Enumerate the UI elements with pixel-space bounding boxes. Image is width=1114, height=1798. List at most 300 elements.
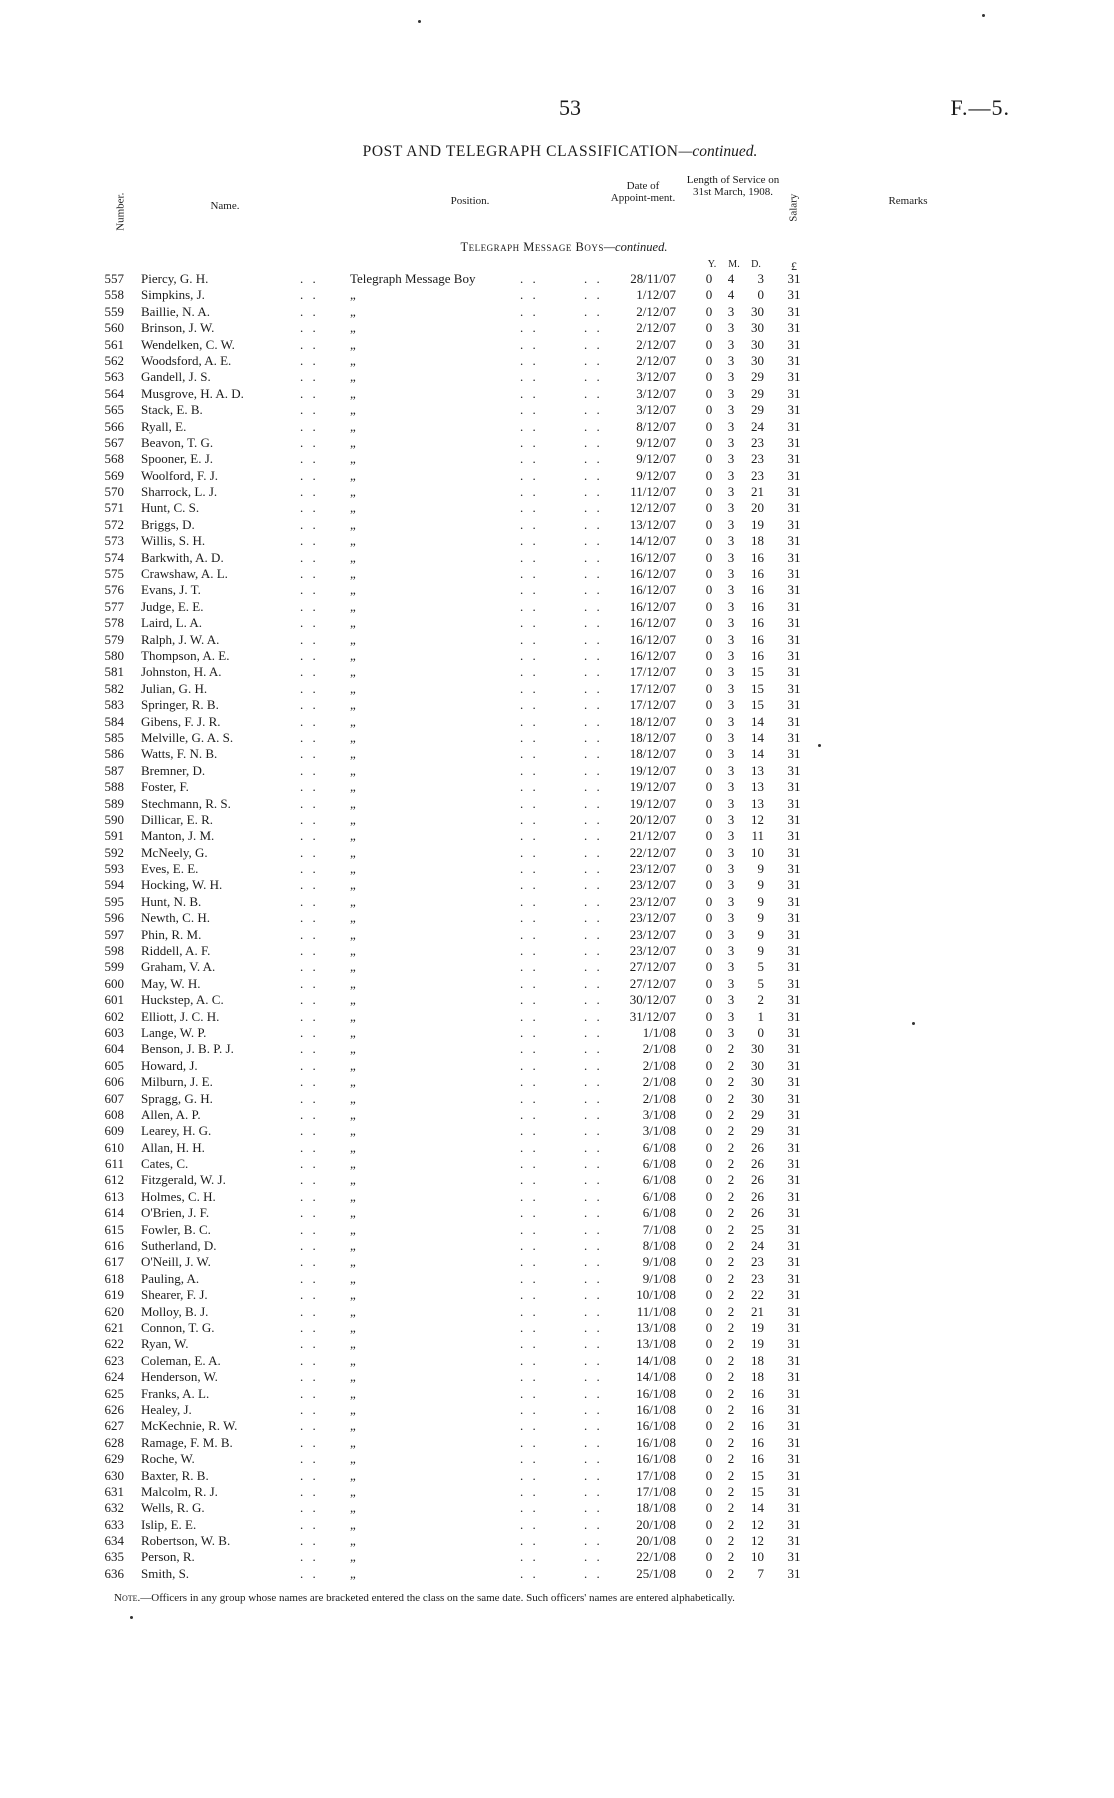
table-row bbox=[0, 1222, 1114, 1238]
row-years: 0 bbox=[705, 893, 713, 909]
row-date: 22/12/07 bbox=[629, 844, 676, 860]
row-name: Hocking, W. H. bbox=[141, 877, 223, 893]
row-salary: 31 bbox=[787, 943, 801, 959]
row-salary: 31 bbox=[787, 451, 801, 467]
row-salary: 31 bbox=[787, 598, 801, 614]
row-months: 3 bbox=[727, 811, 735, 827]
leader-dots: . . bbox=[300, 975, 319, 991]
table-row bbox=[0, 533, 1114, 549]
row-name: Ramage, F. M. B. bbox=[141, 1434, 233, 1450]
row-position: „ bbox=[350, 926, 356, 942]
table-row bbox=[0, 271, 1114, 287]
section-title-suffix: —continued. bbox=[603, 240, 668, 254]
row-salary: 31 bbox=[787, 484, 801, 500]
leader-dots: . . bbox=[300, 664, 319, 680]
leader-dots: . . bbox=[520, 992, 539, 1008]
row-days: 9 bbox=[757, 877, 764, 893]
row-position: „ bbox=[350, 959, 356, 975]
row-date: 2/1/08 bbox=[642, 1057, 676, 1073]
row-position: „ bbox=[350, 779, 356, 795]
table-row bbox=[0, 959, 1114, 975]
row-name: Laird, L. A. bbox=[141, 615, 203, 631]
row-salary: 31 bbox=[787, 303, 801, 319]
row-years: 0 bbox=[705, 352, 713, 368]
leader-dots: . . bbox=[584, 1320, 603, 1335]
row-years: 0 bbox=[705, 959, 713, 975]
leader-dots: . . bbox=[584, 467, 603, 483]
row-position: „ bbox=[350, 1451, 356, 1467]
row-months: 3 bbox=[727, 893, 735, 909]
row-days: 26 bbox=[751, 1205, 764, 1221]
row-days: 30 bbox=[751, 1074, 764, 1090]
leader-dots: . . bbox=[300, 615, 319, 631]
leader-dots: . . bbox=[584, 1369, 603, 1385]
row-name: Molloy, B. J. bbox=[141, 1303, 209, 1319]
leader-dots: . . bbox=[520, 713, 539, 729]
row-salary: 31 bbox=[787, 271, 801, 286]
row-position: „ bbox=[350, 402, 356, 418]
row-name: Foster, F. bbox=[141, 779, 189, 795]
row-name: Bremner, D. bbox=[141, 762, 206, 778]
table-row bbox=[0, 1435, 1114, 1451]
leader-dots: . . bbox=[300, 1451, 319, 1467]
row-days: 23 bbox=[751, 1270, 764, 1286]
row-date: 23/12/07 bbox=[629, 877, 676, 893]
print-speck bbox=[818, 744, 821, 747]
row-days: 15 bbox=[751, 1467, 764, 1483]
row-months: 3 bbox=[727, 451, 735, 467]
row-salary: 31 bbox=[787, 549, 801, 565]
leader-dots: . . bbox=[300, 1188, 319, 1204]
row-name: Briggs, D. bbox=[141, 516, 195, 532]
leader-dots: . . bbox=[584, 1172, 603, 1188]
row-months: 3 bbox=[727, 861, 735, 877]
row-months: 3 bbox=[727, 418, 735, 434]
leader-dots: . . bbox=[584, 287, 603, 303]
row-days: 16 bbox=[751, 1451, 764, 1467]
leader-dots: . . bbox=[520, 1057, 539, 1073]
row-number: 558 bbox=[104, 287, 124, 303]
leader-dots: . . bbox=[584, 975, 603, 991]
leader-dots: . . bbox=[520, 795, 539, 811]
leader-dots: . . bbox=[520, 1106, 539, 1122]
row-name: Woodsford, A. E. bbox=[141, 352, 232, 368]
row-years: 0 bbox=[705, 1057, 713, 1073]
leader-dots: . . bbox=[520, 631, 539, 647]
row-salary: 31 bbox=[787, 1188, 801, 1204]
row-salary: 31 bbox=[787, 1074, 801, 1090]
unit-months: M. bbox=[728, 259, 740, 270]
table-row bbox=[0, 386, 1114, 402]
row-name: Gibens, F. J. R. bbox=[141, 713, 221, 729]
row-number: 614 bbox=[104, 1205, 124, 1221]
table-row bbox=[0, 402, 1114, 418]
leader-dots: . . bbox=[584, 1221, 603, 1237]
classification-table bbox=[0, 271, 1114, 1582]
leader-dots: . . bbox=[584, 844, 603, 860]
leader-dots: . . bbox=[584, 1336, 603, 1352]
row-number: 602 bbox=[104, 1008, 124, 1024]
row-days: 18 bbox=[751, 533, 764, 549]
row-years: 0 bbox=[705, 1123, 713, 1139]
table-row bbox=[0, 1058, 1114, 1074]
row-name: Healey, J. bbox=[141, 1401, 192, 1417]
row-number: 564 bbox=[104, 385, 124, 401]
row-position: Telegraph Message Boy bbox=[350, 271, 476, 286]
row-position: „ bbox=[350, 861, 356, 877]
row-position: „ bbox=[350, 598, 356, 614]
table-row bbox=[0, 1418, 1114, 1434]
row-date: 13/1/08 bbox=[636, 1320, 676, 1335]
leader-dots: . . bbox=[584, 828, 603, 844]
row-date: 16/12/07 bbox=[629, 566, 676, 582]
leader-dots: . . bbox=[584, 631, 603, 647]
row-years: 0 bbox=[705, 303, 713, 319]
row-years: 0 bbox=[705, 713, 713, 729]
table-row bbox=[0, 582, 1114, 598]
row-name: Stack, E. B. bbox=[141, 402, 203, 418]
row-number: 588 bbox=[104, 779, 124, 795]
row-days: 16 bbox=[751, 582, 764, 598]
row-number: 622 bbox=[104, 1336, 124, 1352]
row-name: Willis, S. H. bbox=[141, 533, 206, 549]
leader-dots: . . bbox=[584, 647, 603, 663]
row-position: „ bbox=[350, 762, 356, 778]
leader-dots: . . bbox=[584, 1451, 603, 1467]
row-salary: 31 bbox=[787, 713, 801, 729]
row-position: „ bbox=[350, 713, 356, 729]
row-number: 570 bbox=[104, 484, 124, 500]
row-years: 0 bbox=[705, 320, 713, 336]
row-days: 26 bbox=[751, 1156, 764, 1172]
leader-dots: . . bbox=[520, 647, 539, 663]
leader-dots: . . bbox=[520, 1483, 539, 1499]
leader-dots: . . bbox=[520, 680, 539, 696]
row-position: „ bbox=[350, 1434, 356, 1450]
leader-dots: . . bbox=[300, 1074, 319, 1090]
leader-dots: . . bbox=[300, 336, 319, 352]
row-years: 0 bbox=[705, 746, 713, 762]
row-date: 9/12/07 bbox=[636, 451, 676, 467]
row-position: „ bbox=[350, 746, 356, 762]
table-row bbox=[0, 484, 1114, 500]
leader-dots: . . bbox=[300, 844, 319, 860]
row-date: 9/12/07 bbox=[636, 467, 676, 483]
leader-dots: . . bbox=[300, 828, 319, 844]
row-salary: 31 bbox=[787, 1156, 801, 1172]
row-days: 23 bbox=[751, 434, 764, 450]
table-row bbox=[0, 599, 1114, 615]
row-name: Connon, T. G. bbox=[141, 1320, 215, 1335]
row-number: 596 bbox=[104, 910, 124, 926]
row-position: „ bbox=[350, 418, 356, 434]
row-name: Brinson, J. W. bbox=[141, 320, 215, 336]
row-months: 3 bbox=[727, 795, 735, 811]
row-years: 0 bbox=[705, 1401, 713, 1417]
row-name: Beavon, T. G. bbox=[141, 434, 214, 450]
row-months: 2 bbox=[727, 1172, 735, 1188]
leader-dots: . . bbox=[300, 418, 319, 434]
row-salary: 31 bbox=[787, 975, 801, 991]
row-date: 6/1/08 bbox=[642, 1205, 676, 1221]
row-years: 0 bbox=[705, 369, 713, 385]
print-speck bbox=[912, 1022, 915, 1025]
row-name: Thompson, A. E. bbox=[141, 647, 230, 663]
leader-dots: . . bbox=[584, 1057, 603, 1073]
row-salary: 31 bbox=[787, 1418, 801, 1434]
table-row bbox=[0, 796, 1114, 812]
row-name: Baxter, R. B. bbox=[141, 1467, 209, 1483]
row-months: 3 bbox=[727, 369, 735, 385]
row-days: 30 bbox=[751, 303, 764, 319]
leader-dots: . . bbox=[300, 1172, 319, 1188]
row-name: O'Brien, J. F. bbox=[141, 1205, 210, 1221]
row-days: 12 bbox=[751, 1516, 764, 1532]
table-row bbox=[0, 550, 1114, 566]
row-years: 0 bbox=[705, 975, 713, 991]
row-position: „ bbox=[350, 1139, 356, 1155]
row-position: „ bbox=[350, 336, 356, 352]
leader-dots: . . bbox=[584, 910, 603, 926]
row-number: 592 bbox=[104, 844, 124, 860]
row-days: 26 bbox=[751, 1172, 764, 1188]
row-months: 3 bbox=[727, 697, 735, 713]
table-row bbox=[0, 1517, 1114, 1533]
table-row bbox=[0, 1140, 1114, 1156]
leader-dots: . . bbox=[584, 1483, 603, 1499]
leader-dots: . . bbox=[584, 746, 603, 762]
row-days: 16 bbox=[751, 615, 764, 631]
row-number: 617 bbox=[104, 1254, 124, 1270]
page-reference: F.—5. bbox=[950, 95, 1010, 120]
page-title bbox=[200, 143, 920, 161]
leader-dots: . . bbox=[520, 746, 539, 762]
row-position: „ bbox=[350, 566, 356, 582]
row-days: 30 bbox=[751, 336, 764, 352]
leader-dots: . . bbox=[520, 844, 539, 860]
row-months: 2 bbox=[727, 1467, 735, 1483]
row-date: 19/12/07 bbox=[629, 762, 676, 778]
row-position: „ bbox=[350, 647, 356, 663]
table-row bbox=[0, 910, 1114, 926]
row-position: „ bbox=[350, 893, 356, 909]
row-position: „ bbox=[350, 369, 356, 385]
row-months: 3 bbox=[727, 484, 735, 500]
row-months: 3 bbox=[727, 533, 735, 549]
row-months: 3 bbox=[727, 434, 735, 450]
header-date: Date of Appoint-ment. bbox=[610, 180, 676, 204]
leader-dots: . . bbox=[584, 336, 603, 352]
leader-dots: . . bbox=[584, 271, 603, 286]
row-position: „ bbox=[350, 697, 356, 713]
row-name: Franks, A. L. bbox=[141, 1385, 210, 1401]
row-months: 3 bbox=[727, 500, 735, 516]
row-years: 0 bbox=[705, 467, 713, 483]
row-number: 575 bbox=[104, 566, 124, 582]
row-years: 0 bbox=[705, 1369, 713, 1385]
leader-dots: . . bbox=[520, 1401, 539, 1417]
table-row bbox=[0, 681, 1114, 697]
table-row bbox=[0, 419, 1114, 435]
row-name: Julian, G. H. bbox=[141, 680, 208, 696]
row-years: 0 bbox=[705, 1090, 713, 1106]
table-row bbox=[0, 517, 1114, 533]
row-years: 0 bbox=[705, 697, 713, 713]
leader-dots: . . bbox=[584, 516, 603, 532]
leader-dots: . . bbox=[584, 533, 603, 549]
row-salary: 31 bbox=[787, 1467, 801, 1483]
row-years: 0 bbox=[705, 549, 713, 565]
leader-dots: . . bbox=[300, 1418, 319, 1434]
print-speck bbox=[130, 1616, 133, 1619]
row-position: „ bbox=[350, 1090, 356, 1106]
row-days: 25 bbox=[751, 1221, 764, 1237]
row-months: 2 bbox=[727, 1401, 735, 1417]
row-days: 5 bbox=[757, 959, 764, 975]
row-date: 18/12/07 bbox=[629, 729, 676, 745]
row-days: 30 bbox=[751, 352, 764, 368]
row-position: „ bbox=[350, 484, 356, 500]
leader-dots: . . bbox=[584, 697, 603, 713]
row-months: 2 bbox=[727, 1369, 735, 1385]
row-salary: 31 bbox=[787, 1549, 801, 1565]
row-number: 632 bbox=[104, 1500, 124, 1516]
row-date: 27/12/07 bbox=[629, 975, 676, 991]
row-salary: 31 bbox=[787, 1041, 801, 1057]
row-name: Johnston, H. A. bbox=[141, 664, 222, 680]
row-months: 3 bbox=[727, 336, 735, 352]
leader-dots: . . bbox=[520, 1024, 539, 1040]
leader-dots: . . bbox=[584, 943, 603, 959]
row-number: 568 bbox=[104, 451, 124, 467]
leader-dots: . . bbox=[584, 1139, 603, 1155]
row-date: 14/1/08 bbox=[636, 1369, 676, 1385]
row-years: 0 bbox=[705, 1041, 713, 1057]
row-days: 13 bbox=[751, 762, 764, 778]
row-months: 2 bbox=[727, 1106, 735, 1122]
row-years: 0 bbox=[705, 943, 713, 959]
leader-dots: . . bbox=[584, 795, 603, 811]
note-label: Note. bbox=[114, 1592, 141, 1604]
row-months: 2 bbox=[727, 1533, 735, 1549]
title-suffix: —continued. bbox=[678, 143, 758, 160]
row-years: 0 bbox=[705, 516, 713, 532]
leader-dots: . . bbox=[520, 598, 539, 614]
row-salary: 31 bbox=[787, 844, 801, 860]
row-months: 2 bbox=[727, 1270, 735, 1286]
row-position: „ bbox=[350, 582, 356, 598]
row-days: 19 bbox=[751, 1336, 764, 1352]
row-name: Gandell, J. S. bbox=[141, 369, 211, 385]
row-years: 0 bbox=[705, 762, 713, 778]
table-row bbox=[0, 615, 1114, 631]
row-days: 2 bbox=[757, 992, 764, 1008]
leader-dots: . . bbox=[584, 434, 603, 450]
row-months: 3 bbox=[727, 402, 735, 418]
row-date: 16/1/08 bbox=[636, 1385, 676, 1401]
row-position: „ bbox=[350, 1467, 356, 1483]
row-number: 607 bbox=[104, 1090, 124, 1106]
leader-dots: . . bbox=[584, 500, 603, 516]
row-salary: 31 bbox=[787, 1123, 801, 1139]
row-number: 604 bbox=[104, 1041, 124, 1057]
row-years: 0 bbox=[705, 1352, 713, 1368]
row-number: 600 bbox=[104, 975, 124, 991]
row-months: 4 bbox=[727, 287, 735, 303]
table-row bbox=[0, 943, 1114, 959]
row-position: „ bbox=[350, 1205, 356, 1221]
row-position: „ bbox=[350, 1074, 356, 1090]
row-salary: 31 bbox=[787, 1008, 801, 1024]
row-date: 3/12/07 bbox=[636, 385, 676, 401]
row-months: 3 bbox=[727, 762, 735, 778]
row-date: 17/12/07 bbox=[629, 680, 676, 696]
row-date: 3/12/07 bbox=[636, 369, 676, 385]
row-days: 3 bbox=[757, 271, 764, 286]
row-months: 2 bbox=[727, 1336, 735, 1352]
row-date: 22/1/08 bbox=[636, 1549, 676, 1565]
row-number: 583 bbox=[104, 697, 124, 713]
row-number: 626 bbox=[104, 1401, 124, 1417]
row-date: 25/1/08 bbox=[636, 1565, 676, 1581]
leader-dots: . . bbox=[300, 1516, 319, 1532]
row-position: „ bbox=[350, 451, 356, 467]
row-date: 1/12/07 bbox=[636, 287, 676, 303]
row-months: 3 bbox=[727, 467, 735, 483]
row-days: 12 bbox=[751, 1533, 764, 1549]
row-days: 19 bbox=[751, 1320, 764, 1335]
leader-dots: . . bbox=[300, 1303, 319, 1319]
row-salary: 31 bbox=[787, 582, 801, 598]
row-salary: 31 bbox=[787, 1369, 801, 1385]
row-number: 571 bbox=[104, 500, 124, 516]
row-position: „ bbox=[350, 1008, 356, 1024]
leader-dots: . . bbox=[584, 861, 603, 877]
leader-dots: . . bbox=[584, 811, 603, 827]
leader-dots: . . bbox=[520, 828, 539, 844]
row-date: 3/1/08 bbox=[642, 1123, 676, 1139]
row-position: „ bbox=[350, 975, 356, 991]
row-years: 0 bbox=[705, 910, 713, 926]
row-months: 3 bbox=[727, 631, 735, 647]
row-position: „ bbox=[350, 795, 356, 811]
row-number: 625 bbox=[104, 1385, 124, 1401]
row-number: 628 bbox=[104, 1434, 124, 1450]
row-months: 2 bbox=[727, 1549, 735, 1565]
row-months: 2 bbox=[727, 1483, 735, 1499]
table-row bbox=[0, 1320, 1114, 1336]
row-months: 3 bbox=[727, 549, 735, 565]
leader-dots: . . bbox=[300, 1434, 319, 1450]
row-number: 591 bbox=[104, 828, 124, 844]
leader-dots: . . bbox=[584, 1188, 603, 1204]
leader-dots: . . bbox=[520, 1451, 539, 1467]
row-salary: 31 bbox=[787, 697, 801, 713]
table-row bbox=[0, 632, 1114, 648]
leader-dots: . . bbox=[584, 680, 603, 696]
leader-dots: . . bbox=[584, 385, 603, 401]
row-number: 577 bbox=[104, 598, 124, 614]
row-salary: 31 bbox=[787, 811, 801, 827]
leader-dots: . . bbox=[300, 1533, 319, 1549]
row-months: 3 bbox=[727, 615, 735, 631]
leader-dots: . . bbox=[520, 451, 539, 467]
row-years: 0 bbox=[705, 1188, 713, 1204]
table-row bbox=[0, 648, 1114, 664]
table-row bbox=[0, 287, 1114, 303]
leader-dots: . . bbox=[300, 1500, 319, 1516]
leader-dots: . . bbox=[300, 1467, 319, 1483]
